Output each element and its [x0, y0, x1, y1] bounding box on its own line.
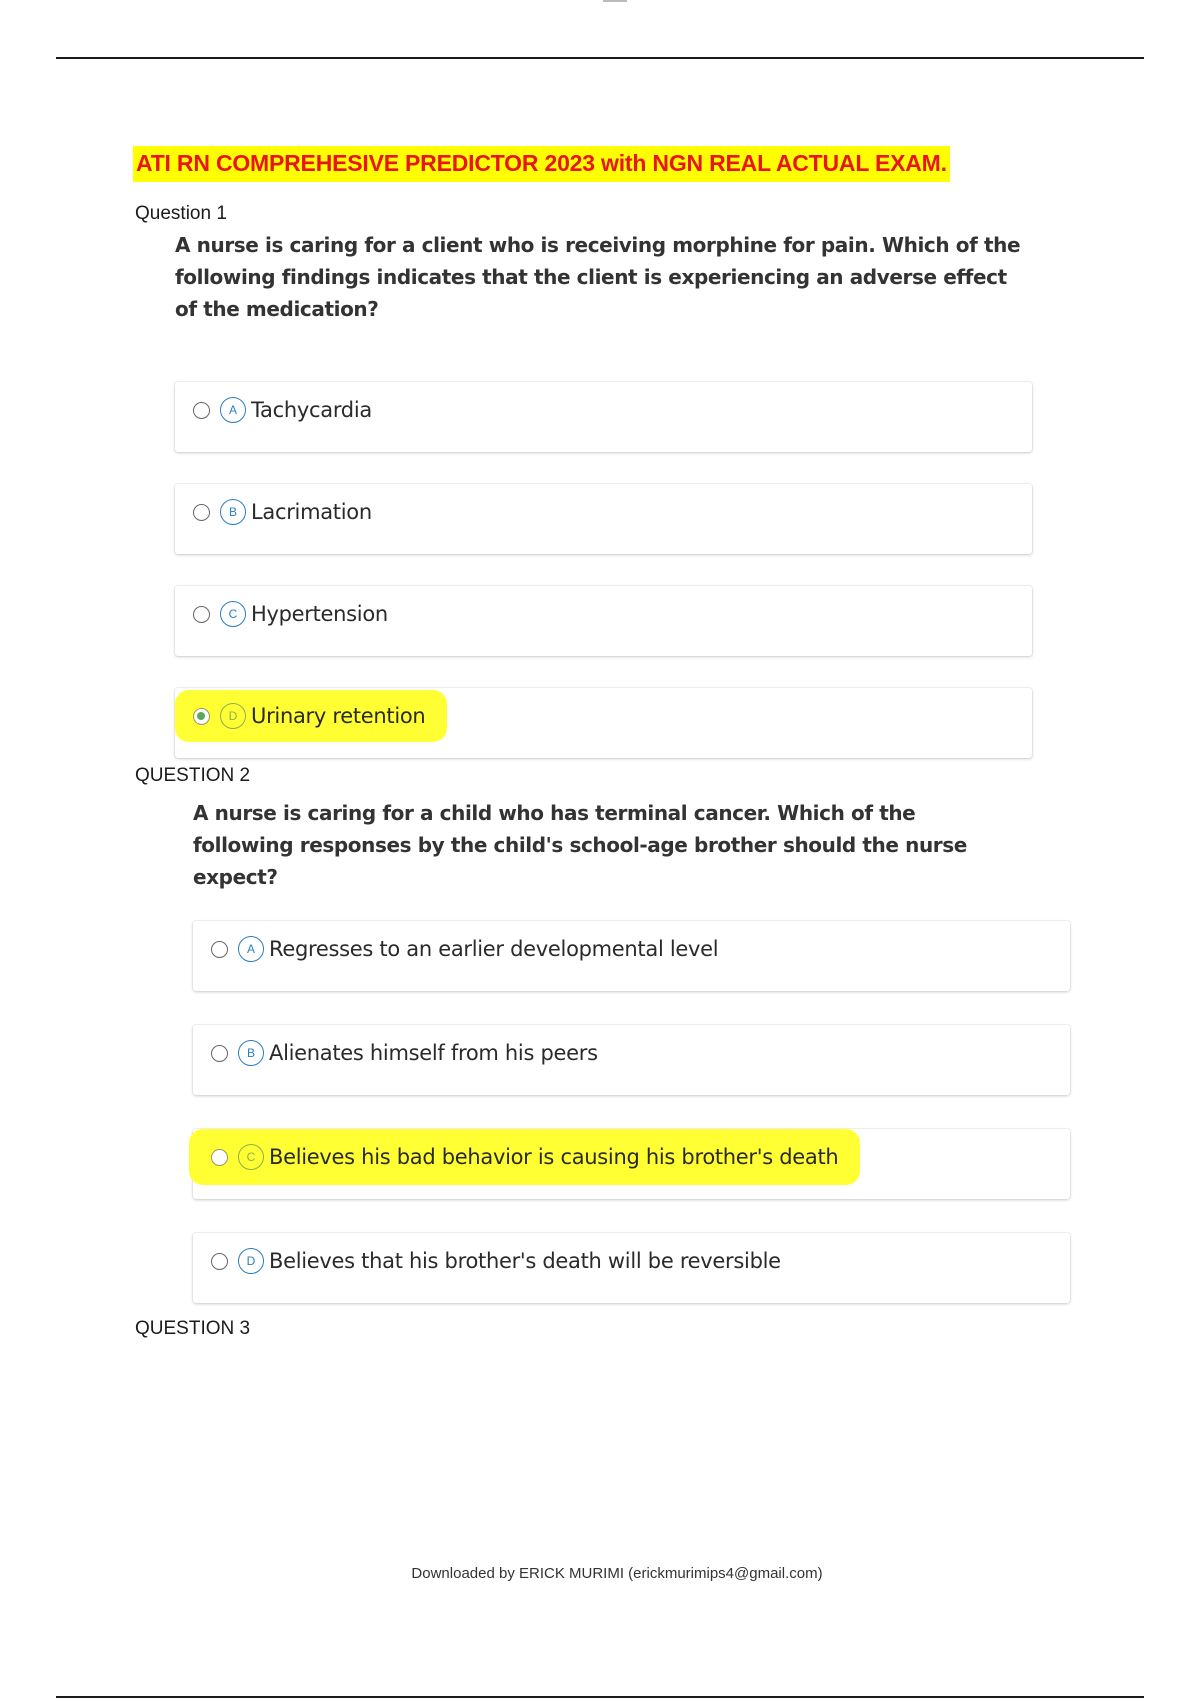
radio-button[interactable]	[193, 504, 210, 521]
option-label: Alienates himself from his peers	[269, 1041, 598, 1065]
document-title: ATI RN COMPREHESIVE PREDICTOR 2023 with NGN REAL ACTUAL EXAM.	[133, 146, 950, 182]
download-footer: Downloaded by ERICK MURIMI (erickmurimips4@gmail.com)	[411, 1565, 823, 1582]
footer-rule	[56, 1696, 1144, 1698]
radio-button-selected[interactable]	[193, 708, 210, 725]
question-2-option-d[interactable]	[193, 1233, 1070, 1303]
question-1-option-c[interactable]	[175, 586, 1032, 656]
radio-button[interactable]	[211, 1149, 228, 1166]
option-letter-icon: B	[220, 499, 246, 525]
option-label: Urinary retention	[251, 704, 426, 728]
question-2-text: A nurse is caring for a child who has terminal cancer. Which of the following responses by the child's school-age brother should the nurse expect?	[193, 801, 967, 889]
question-1-text: A nurse is caring for a client who is receiving morphine for pain. Which of the following findings indicates that the client is experiencing an adverse effect of the medication?	[175, 233, 1021, 321]
answer-highlight	[175, 690, 447, 742]
radio-button[interactable]	[193, 606, 210, 623]
answer-highlight	[189, 1129, 860, 1185]
radio-button[interactable]	[211, 1045, 228, 1062]
radio-button[interactable]	[211, 1253, 228, 1270]
question-1-option-b[interactable]	[175, 484, 1032, 554]
option-letter-icon: D	[220, 703, 246, 729]
question-2-heading: QUESTION 2	[135, 765, 251, 786]
option-label: Tachycardia	[251, 398, 372, 422]
question-2-option-c[interactable]	[193, 1129, 1070, 1199]
option-label: Regresses to an earlier developmental level	[269, 937, 719, 961]
question-1-option-d[interactable]	[175, 688, 1032, 758]
question-3-heading: QUESTION 3	[135, 1318, 251, 1339]
radio-button[interactable]	[193, 402, 210, 419]
option-letter-icon: C	[220, 601, 246, 627]
option-label: Hypertension	[251, 602, 388, 626]
option-letter-icon: A	[238, 936, 264, 962]
question-2-option-a[interactable]	[193, 921, 1070, 991]
option-label: Believes that his brother's death will be reversible	[269, 1249, 781, 1273]
option-label: Believes his bad behavior is causing his brother's death	[269, 1145, 839, 1169]
option-letter-icon: A	[220, 397, 246, 423]
question-2-option-b[interactable]	[193, 1025, 1070, 1095]
radio-button[interactable]	[211, 941, 228, 958]
option-label: Lacrimation	[251, 500, 372, 524]
option-letter-icon: D	[238, 1248, 264, 1274]
top-mark	[603, 0, 627, 2]
question-1-option-a[interactable]	[175, 382, 1032, 452]
option-letter-icon: C	[238, 1144, 264, 1170]
option-letter-icon: B	[238, 1040, 264, 1066]
question-1-heading: Question 1	[135, 203, 227, 224]
header-rule	[56, 57, 1144, 59]
